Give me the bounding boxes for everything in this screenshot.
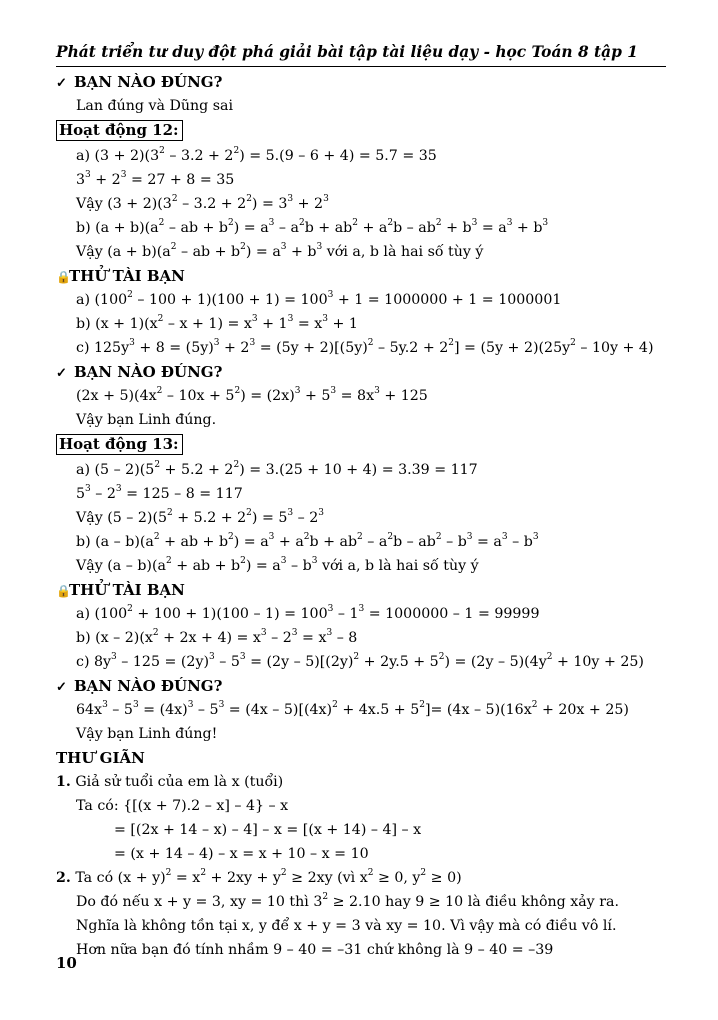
text-line: b) $(a + b)(a^2$ – ab + $b^2) = a^3 - a^2b + ab^2 + a^2b - ab^2 + b^3 = a^3 + b^3$: [76, 218, 549, 236]
check-icon: ✓: [56, 680, 67, 695]
section-heading-thu-tai-ban-1: [56, 266, 185, 288]
text-line: Lan đúng và Dũng sai: [76, 98, 233, 114]
text-line: Do đó nếu x + y = 3, xy = 10 thì $3^2 \ge 2.10$ hay 9 ≥ 10 là điều không xảy ra.: [76, 892, 619, 910]
text-line: = (x + 14 – 4) – x = x + 10 – x = 10: [114, 846, 369, 862]
text-line: b) $(x + 1)(x^2 - x + 1) = x^3 + 1^3 = x^3 + 1$: [76, 314, 358, 332]
text-line: Vậy $(a - b)(a^2$ + ab + $b^2) = a^3 - b^3$ với a, b là hai số tùy ý: [76, 556, 479, 574]
heading-text: BẠN NÀO ĐÚNG?: [74, 677, 223, 695]
activity-heading-13: [56, 434, 183, 456]
text-line: 2. Ta có $(x + y)^2 = x^2 + 2xy + y^2 \ge 2xy$ (vì $x^2 \ge 0$, $y^2 \ge 0$): [56, 868, 462, 886]
text-line: Vậy $(3 + 2)(3^2 - 3.2 + 2^2) = 3^3 + 2^3$: [76, 194, 329, 212]
boxed-heading: Hoạt động 12:: [56, 120, 183, 141]
text-line: Vậy $(5 - 2)(5^2 + 5.2 + 2^2) = 5^3 - 2^3$: [76, 508, 324, 526]
text-line: c) $125y^3 + 8 = (5y)^3 + 2^3 = (5y + 2)[(5y)^2 - 5y.2 + 2^2] = (5y + 2)(25y^2 - 10y + 4)$: [76, 338, 654, 356]
text-line: Vậy $(a + b)(a^2$ – ab + $b^2) = a^3 + b^3$ với a, b là hai số tùy ý: [76, 242, 484, 260]
heading-text: BẠN NÀO ĐÚNG?: [74, 363, 223, 381]
text-line: = [(2x + 14 – x) – 4] – x = [(x + 14) – 4] – x: [114, 822, 422, 838]
text-line: 1. Giả sử tuổi của em là x (tuổi): [56, 774, 284, 790]
text-line: c) $8y^3 - 125 = (2y)^3 - 5^3 = (2y - 5)[(2y)^2 + 2y.5 + 5^2) = (2y - 5)(4y^2 + 10y + 25)$: [76, 652, 644, 670]
heading-text: THỬ TÀI BẠN: [69, 267, 185, 285]
section-heading-ban-nao-dung-3: [56, 676, 222, 698]
lock-icon: 🔒: [56, 270, 71, 284]
check-icon: ✓: [56, 366, 67, 381]
lock-icon: 🔒: [56, 584, 71, 598]
text-line: Vậy bạn Linh đúng!: [76, 726, 218, 742]
text-line: $3^3 + 2^3 = 27 + 8 = 35$: [76, 170, 235, 188]
boxed-heading: Hoạt động 13:: [56, 434, 183, 455]
text-line: $64x^3 - 5^3 = (4x)^3 - 5^3 = (4x - 5)[(4x)^2 + 4x.5 + 5^2]= (4x - 5)(16x^2 + 20x + 25)$: [76, 700, 629, 718]
text-line: Vậy bạn Linh đúng.: [76, 412, 217, 428]
text-line: a) $(5 - 2)(5^2 + 5.2 + 2^2) = 3.(25 + 10 + 4) = 3.39 = 117$: [76, 460, 478, 478]
text-line: $5^3 - 2^3 = 125 - 8 = 117$: [76, 484, 243, 502]
text-line: a) $(3 + 2)(3^2 - 3.2 + 2^2) = 5.(9 - 6 + 4) = 5.7 = 35$: [76, 146, 437, 164]
section-heading-ban-nao-dung-2: [56, 362, 222, 384]
text-line: a) $(100^2 - 100 + 1)(100 + 1) = 100^3 + 1 = 1000000 + 1 = 1000001$: [76, 290, 562, 308]
text-line: Nghĩa là không tồn tại x, y để x + y = 3 và xy = 10. Vì vậy mà có điều vô lí.: [76, 918, 617, 934]
section-heading-thu-gian: THƯ GIÃN: [56, 749, 145, 767]
text-line: b) $(x - 2)(x^2 + 2x + 4) = x^3 - 2^3 = x^3 - 8$: [76, 628, 358, 646]
page-header: Phát triển tư duy đột phá giải bài tập tài liệu dạy - học Toán 8 tập 1: [56, 40, 666, 67]
text-line: $(2x + 5)(4x^2 - 10x + 5^2) = (2x)^3 + 5^3 = 8x^3 + 125$: [76, 386, 428, 404]
section-heading-thu-tai-ban-2: [56, 580, 185, 602]
activity-heading-12: [56, 120, 183, 142]
text-line: a) $(100^2 + 100 + 1)(100 - 1) = 100^3 - 1^3 = 1000000 - 1 = 99999$: [76, 604, 540, 622]
heading-text: THỬ TÀI BẠN: [69, 581, 185, 599]
page-number: 10: [56, 954, 77, 972]
check-icon: ✓: [56, 76, 67, 91]
text-line: Hơn nữa bạn đó tính nhầm 9 – 40 = –31 chứ không là 9 – 40 = –39: [76, 942, 554, 958]
text-line: b) $(a - b)(a^2$ + ab + $b^2) = a^3 + a^2b + ab^2 - a^2b - ab^2 - b^3 = a^3 - b^3$: [76, 532, 539, 550]
heading-text: BẠN NÀO ĐÚNG?: [74, 73, 223, 91]
section-heading-ban-nao-dung-1: [56, 72, 222, 94]
text-line: Ta có: {[(x + 7).2 – x] – 4} – x: [76, 798, 289, 814]
